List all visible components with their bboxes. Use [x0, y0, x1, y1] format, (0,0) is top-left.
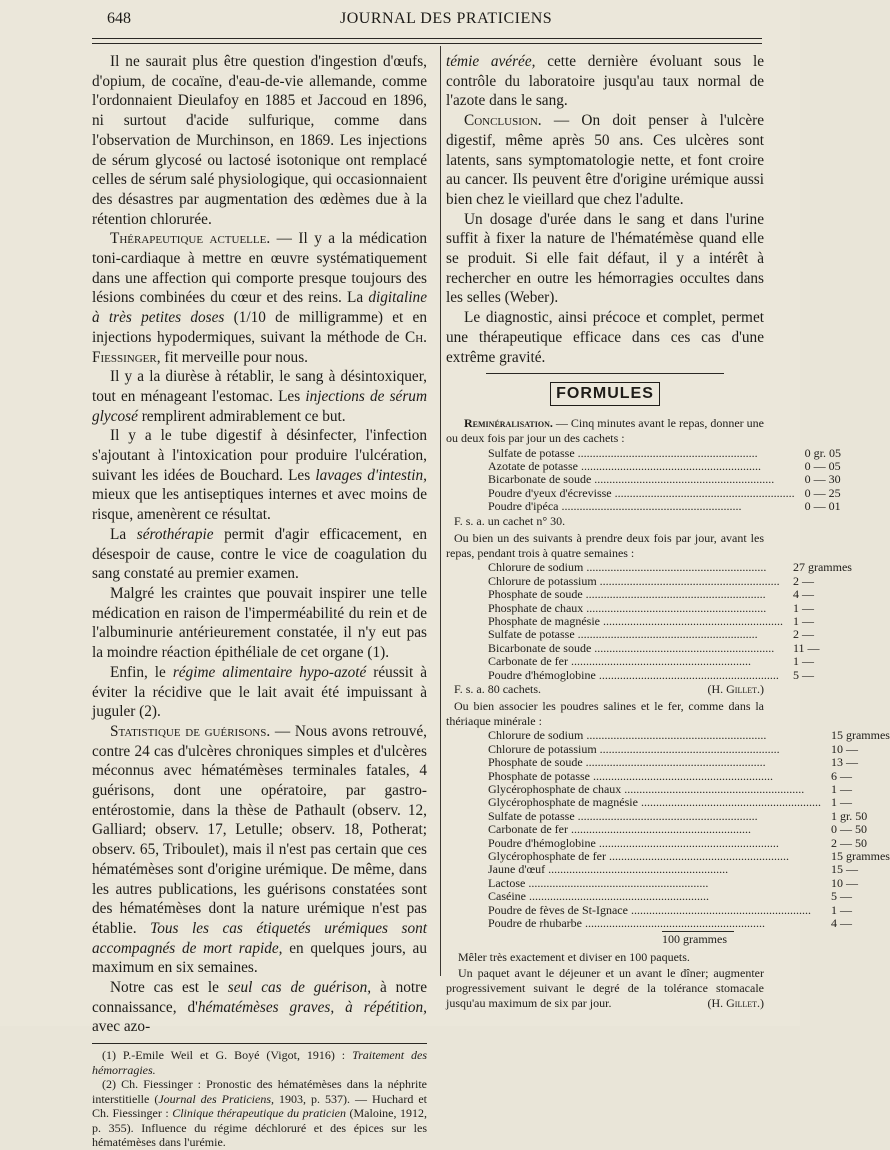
ingredient-quantity: 1 —	[830, 795, 852, 810]
header-rule-top	[92, 38, 762, 39]
ingredient-name: Phosphate de chaux ............................................................	[488, 600, 767, 615]
ingredient-quantity: 10 —	[830, 875, 858, 890]
ingredient-name: Poudre de fèves de St-Ignace ............................................................	[488, 902, 811, 917]
paragraph: Statistique de guérisons. — Nous avons retrouvé, contre 24 cas d'ulcères chroniques simples et d'ulcères méconnus avec hématémèses terminales fatales, 4 guérisons, dont une opératoire, par gastro-entérostomie, dans la thèse de Pathault (observ. 12, Galliard; observ. 17, Letulle; observ. 18, Potherat; observ. 65, Triboulet), mais il n'est pas certain que ces hématémèses sont d'origine urémique. De même, dans les autres publications, les guérisons constatées sont des hématémèses dont la nature urémique n'est pas établie. Tous les cas étiquetés urémiques sont accompagnés de mort rapide, en quelques jours, au maximum en six semaines.	[92, 722, 427, 977]
recipe-row	[488, 447, 841, 460]
ingredient-quantity: 10 —	[830, 741, 858, 756]
ingredient-quantity: 1 —	[830, 781, 852, 796]
ingredient-name: Glycérophosphate de chaux ............................................................	[488, 781, 805, 796]
ingredient-quantity: 2 —	[792, 573, 814, 588]
paragraph: Conclusion. — On doit penser à l'ulcère digestif, même après 50 ans. Ces ulcères sont latents, sans symptomatologie nette, et font croire au cancer. Ils peuvent être d'origine urémique aussi bien chez le vieillard que chez l'adulte.	[446, 112, 764, 208]
ingredient-name: Carbonate de fer ............................................................	[488, 822, 751, 837]
journal-title: JOURNAL DES PRATICIENS	[340, 10, 553, 27]
formules-title: FORMULES	[550, 382, 660, 406]
ingredient-name: Chlorure de sodium ............................................................	[488, 728, 767, 743]
ingredient-quantity: 27 grammes	[792, 560, 852, 575]
footnotes	[92, 1048, 427, 1150]
recipe-intro: Ou bien associer les poudres salines et le fer, comme dans la thériaque minérale :	[446, 698, 764, 729]
recipe-author: (H. Gillet.)	[707, 681, 764, 696]
footnote: (1) P.-Emile Weil et G. Boyé (Vigot, 1916) : Traitement des hémorragies.	[92, 1048, 428, 1077]
recipe-row	[488, 487, 841, 500]
ingredient-name: Caséine ............................................................	[488, 889, 709, 904]
ingredient-quantity: 13 —	[830, 755, 858, 770]
recipe-row	[488, 460, 841, 473]
recipe-row	[488, 500, 841, 513]
ingredient-quantity: 2 —	[792, 627, 814, 642]
footnote: (2) Ch. Fiessinger : Pronostic des hématémèses dans la néphrite interstitielle (Journal des Praticiens, 1903, p. 537). — Huchard et Ch. Fiessinger : Clinique thérapeutique du praticien (Maloine, 1912, p. 355). Influence du régime déchloruré et des épices sur les hématémèses dans l'urémie.	[92, 1077, 428, 1150]
header-rule-bottom	[92, 43, 762, 44]
section-heading: Thérapeutique actuelle.	[110, 230, 271, 248]
ingredient-quantity: 15 —	[830, 862, 858, 877]
paragraph: témie avérée, cette dernière évoluant sous le contrôle du laboratoire jusqu'au taux normal de l'azote dans le sang.	[446, 53, 764, 110]
ingredient-name: Bicarbonate de soude ............................................................	[488, 640, 775, 655]
recipe-row	[488, 561, 852, 574]
footnote-separator	[92, 1043, 427, 1044]
paragraph: La sérothérapie permit d'agir efficacement, en désespoir de cause, contre le vice de coagulation du sang constaté au premier examen.	[92, 525, 428, 583]
ingredient-name: Chlorure de potassium ............................................................	[488, 573, 780, 588]
recipe-row	[488, 575, 852, 588]
recipe-row	[488, 588, 852, 601]
recipe-table-2	[488, 561, 852, 682]
ingredient-name: Poudre d'ipéca ............................................................	[488, 499, 742, 514]
paragraph: Il y a le tube digestif à désinfecter, l'infection s'ajoutant à l'intoxication pour produire l'ulcération, suivant les idées de Bouchard. Les lavages d'intestin, mieux que les antiseptiques internes et avec moins de risque, amenèrent ce résultat.	[92, 427, 427, 524]
ingredient-name: Lactose ............................................................	[488, 875, 709, 890]
recipe-table-3	[488, 729, 890, 930]
recipe-row	[488, 669, 852, 682]
ingredient-quantity: 4 —	[830, 916, 852, 931]
recipe-row	[488, 796, 890, 809]
page-number: 648	[107, 10, 131, 27]
ingredient-name: Phosphate de soude ............................................................	[488, 587, 766, 602]
recipe-row	[488, 837, 890, 850]
ingredient-quantity: 11 —	[792, 640, 820, 655]
ingredient-name: Carbonate de fer ............................................................	[488, 654, 751, 669]
ingredient-name: Chlorure de potassium ............................................................	[488, 741, 780, 756]
column-separator	[440, 46, 441, 976]
ingredient-quantity: 1 —	[792, 613, 814, 628]
paragraph: Il y a la diurèse à rétablir, le sang à désintoxiquer, tout en ménageant l'estomac. Les injections de sérum glycosé remplirent admirablement ce but.	[92, 368, 427, 425]
recipe-instruction: Un paquet avant le déjeuner et un avant le dîner; augmenter progressivement suivant le degré de la tolérance stomacale jusqu'au maximum de six par jour.	[446, 965, 764, 1011]
paragraph: Le diagnostic, ainsi précoce et complet, permet une thérapeutique efficace dans ces cas d'une extrême gravité.	[446, 309, 764, 366]
ingredient-name: Azotate de potasse ............................................................	[488, 459, 761, 474]
paragraph: Un dosage d'urée dans le sang et dans l'urine suffit à fixer la nature de l'hématémèse quand elle se produit. Si elle fait défaut, il y a intérêt à rechercher en outre les hémorragies occultes dans les selles (Weber).	[446, 210, 764, 307]
ingredient-quantity: 5 —	[830, 889, 852, 904]
ingredient-quantity: 6 —	[830, 768, 852, 783]
formules-rule	[486, 373, 724, 374]
ingredient-name: Chlorure de sodium ............................................................	[488, 560, 767, 575]
ingredient-quantity: 0 gr. 05	[804, 445, 841, 460]
recipe-row	[488, 877, 890, 890]
ingredient-quantity: 2 — 50	[830, 835, 867, 850]
recipe-row	[488, 628, 852, 641]
formula-heading: Reminéralisation.	[464, 416, 553, 431]
recipe-row	[488, 904, 890, 917]
ingredient-name: Phosphate de soude ............................................................	[488, 755, 766, 770]
ingredient-quantity: 15 grammes	[830, 728, 890, 743]
ingredient-name: Sulfate de potasse ............................................................	[488, 627, 758, 642]
ingredient-name: Jaune d'œuf ............................................................	[488, 862, 729, 877]
recipe-intro: Ou bien un des suivants à prendre deux fois par jour, avant les repas, pendant trois à quatre semaines :	[446, 530, 764, 561]
ingredient-quantity: 0 — 01	[804, 499, 841, 514]
paragraph: Malgré les craintes que pouvait inspirer une telle médication en raison de l'imperméabilité du rein et de l'albuminurie antérieurement constatée, il n'y eut pas la moindre réaction épithéliale de cet organe (1).	[92, 584, 427, 662]
recipe-row	[488, 810, 890, 823]
paragraph: Thérapeutique actuelle. — Il y a la médication toni-cardiaque à mettre en œuvre systématiquement dans une affection qui comporte presque toujours des lésions combinées du cœur et des reins. La digitaline à très petites doses (1/10 de milligramme) et en injections hypodermiques, suivant la méthode de Ch. Fiessinger, fit merveille pour nous.	[92, 230, 428, 366]
ingredient-quantity: 1 —	[830, 902, 852, 917]
paragraph: Notre cas est le seul cas de guérison, à notre connaissance, d'hématémèses graves, à répétition, avec azo-	[92, 979, 427, 1036]
recipe-row	[488, 743, 890, 756]
ingredient-quantity: 1 —	[792, 654, 814, 669]
recipe-row	[488, 850, 890, 863]
recipe-table-1	[488, 447, 841, 514]
recipe-row	[488, 756, 890, 769]
ingredient-name: Phosphate de magnésie ............................................................	[488, 613, 783, 628]
ingredient-quantity: 0 — 50	[830, 822, 867, 837]
ingredient-name: Sulfate de potasse ............................................................	[488, 808, 758, 823]
paragraph: Il ne saurait plus être question d'ingestion d'œufs, d'opium, de cocaïne, d'eau-de-vie allemande, comme l'ordonnaient Dieulafoy en 1885 et Jaccoud en 1896, ni surtout d'acide sulfurique, comme dans l'observation de Murchinson, en 1869. Les injections de sérum glycosé ou lactosé isotonique ont remplacé celles de sérum salé physiologique, qui occasionnaient des désastres par augmentation des œdèmes due à la rétention chlorurée.	[92, 53, 427, 228]
recipe-footer	[454, 682, 764, 697]
ingredient-name: Poudre d'yeux d'écrevisse ............................................................	[488, 485, 795, 500]
recipe-row	[488, 890, 890, 903]
remineralisation-intro: Reminéralisation. — Cinq minutes avant le repas, donner une ou deux fois par jour un des cachets :	[446, 416, 765, 446]
recipe-instruction: F. s. a. un cachet n° 30.	[454, 513, 566, 528]
recipe-row	[488, 602, 852, 615]
ingredient-name: Poudre de rhubarbe ............................................................	[488, 916, 765, 931]
left-column	[92, 52, 427, 1150]
recipe-row	[488, 823, 890, 836]
ingredient-quantity: 0 — 25	[804, 485, 841, 500]
recipe-row	[488, 917, 890, 930]
recipe-row	[488, 770, 890, 783]
paragraph: Enfin, le régime alimentaire hypo-azoté réussit à éviter la récidive que le lait avait été impuissant à juguler (2).	[92, 663, 427, 721]
ingredient-name: Glycérophosphate de fer ............................................................	[488, 849, 789, 864]
ingredient-quantity: 15 grammes	[830, 849, 890, 864]
recipe-row	[488, 642, 852, 655]
right-column	[446, 52, 890, 1011]
recipe-author: (H. Gillet.)	[707, 996, 764, 1011]
section-heading: Statistique de guérisons.	[110, 722, 271, 740]
recipe-row	[488, 729, 890, 742]
recipe-total: 100 grammes	[662, 932, 727, 947]
ingredient-quantity: 0 — 05	[804, 459, 841, 474]
ingredient-name: Poudre d'hémoglobine ............................................................	[488, 835, 779, 850]
recipe-row	[488, 783, 890, 796]
ingredient-quantity: 1 gr. 50	[830, 808, 868, 823]
ingredient-quantity: 1 —	[792, 600, 814, 615]
ingredient-quantity: 0 — 30	[804, 472, 841, 487]
ingredient-name: Phosphate de potasse ............................................................	[488, 768, 773, 783]
recipe-instruction: F. s. a. 80 cachets.	[454, 681, 542, 696]
recipe-row	[488, 655, 852, 668]
ingredient-name: Bicarbonate de soude ............................................................	[488, 472, 775, 487]
ingredient-name: Glycérophosphate de magnésie ............................................................	[488, 795, 821, 810]
recipe-instruction: Mêler très exactement et diviser en 100 paquets.	[458, 950, 690, 965]
recipe-row	[488, 863, 890, 876]
ingredient-name: Poudre d'hémoglobine ............................................................	[488, 667, 779, 682]
ingredient-quantity: 4 —	[792, 587, 814, 602]
ingredient-quantity: 5 —	[792, 667, 814, 682]
ingredient-name: Sulfate de potasse ............................................................	[488, 445, 758, 460]
section-heading: Conclusion.	[464, 112, 542, 130]
recipe-row	[488, 615, 852, 628]
recipe-row	[488, 473, 841, 486]
